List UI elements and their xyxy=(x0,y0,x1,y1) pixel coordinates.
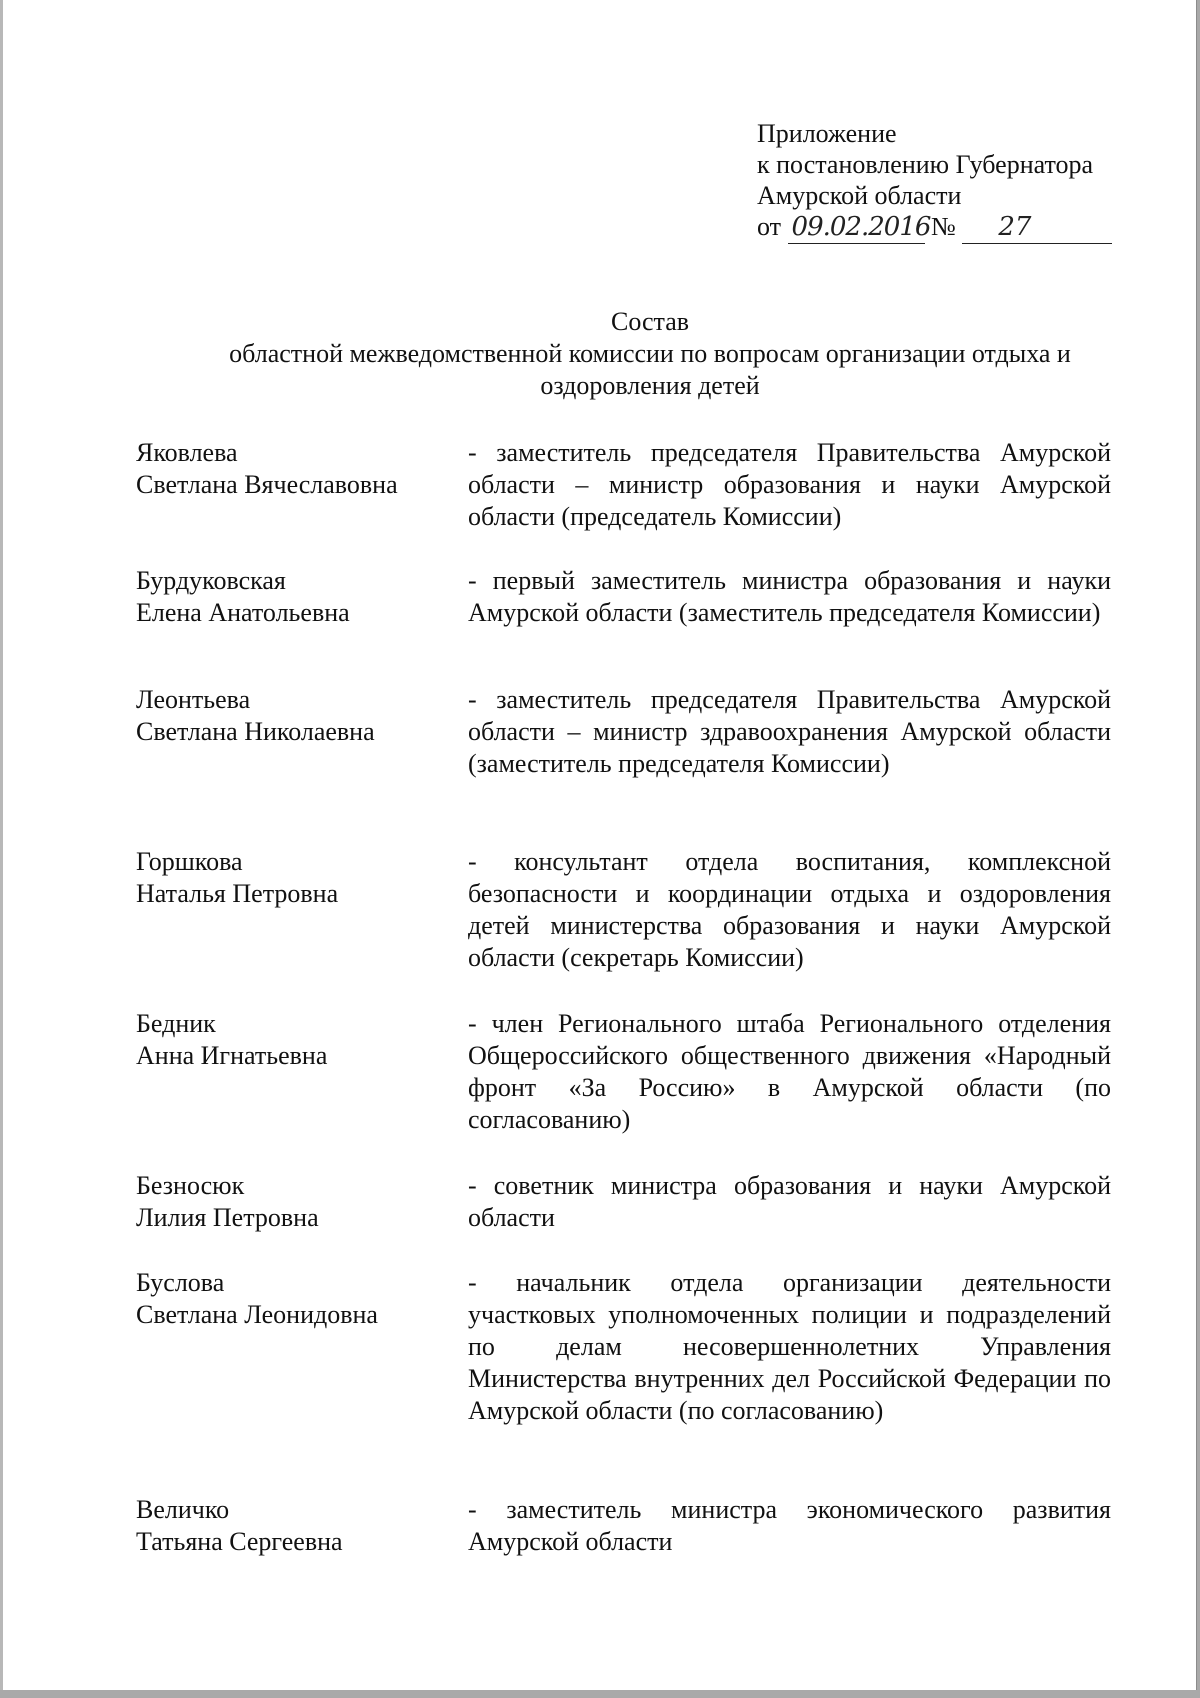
member-role: - начальник отдела организации деятельности участковых уполномоченных полиции и подразделений по делам несовершеннолетних Управления Министерства внутренних дел Российской Федерации по Амурской области (по согласованию) xyxy=(468,1268,1111,1425)
handwritten-date: 09.02.2016 xyxy=(788,212,925,244)
region-name: Амурской области xyxy=(757,181,962,210)
member-surname: Буслова xyxy=(136,1268,225,1297)
member-given-names: Светлана Вячеславовна xyxy=(136,470,398,499)
member-role: - заместитель председателя Правительства Амурской области – министр образования и науки Амурской области (председатель Комиссии) xyxy=(468,438,1111,531)
title-line-1: Состав xyxy=(610,307,690,336)
member-surname: Величко xyxy=(136,1495,230,1524)
handwritten-number: 27 xyxy=(962,212,1112,244)
member-given-names: Светлана Леонидовна xyxy=(136,1300,378,1329)
member-given-names: Анна Игнатьевна xyxy=(136,1041,328,1070)
member-name xyxy=(136,1008,456,1072)
member-surname: Безносюк xyxy=(136,1171,245,1200)
number-label: № xyxy=(931,212,956,241)
appendix-label: Приложение xyxy=(757,119,897,148)
member-surname: Яковлева xyxy=(136,438,238,467)
member-name xyxy=(136,437,456,501)
member-surname: Леонтьева xyxy=(136,685,251,714)
member-role: - консультант отдела воспитания, комплексной безопасности и координации отдыха и оздоровления детей министерства образования и науки Амурской области (секретарь Комиссии) xyxy=(468,847,1111,972)
member-surname: Бурдуковская xyxy=(136,566,286,595)
member-name xyxy=(136,1267,456,1331)
member-surname: Бедник xyxy=(136,1009,216,1038)
document-title xyxy=(180,306,1120,402)
decree-reference: к постановлению Губернатора xyxy=(757,150,1094,179)
member-name xyxy=(136,684,456,748)
member-name xyxy=(136,1494,456,1558)
member-given-names: Лилия Петровна xyxy=(136,1203,319,1232)
member-role: - член Регионального штаба Регионального отделения Общероссийского общественного движения «Народный фронт «За Россию» в Амурской области (по согласованию) xyxy=(468,1009,1111,1134)
member-name xyxy=(136,1170,456,1234)
member-role: - первый заместитель министра образования и науки Амурской области (заместитель председателя Комиссии) xyxy=(468,566,1111,627)
date-prefix: от xyxy=(757,212,782,241)
scan-edge xyxy=(0,0,3,1690)
member-role: - советник министра образования и науки Амурской области xyxy=(468,1171,1111,1232)
member-name xyxy=(136,846,456,910)
title-line-3: оздоровления детей xyxy=(540,371,760,400)
member-role: - заместитель министра экономического развития Амурской области xyxy=(468,1495,1111,1556)
member-role: - заместитель председателя Правительства Амурской области – министр здравоохранения Амурской области (заместитель председателя Комиссии) xyxy=(468,685,1111,778)
member-given-names: Светлана Николаевна xyxy=(136,717,375,746)
appendix-header xyxy=(757,118,1112,242)
date-number-line xyxy=(757,211,1112,242)
member-name xyxy=(136,565,456,629)
member-surname: Горшкова xyxy=(136,847,243,876)
member-given-names: Татьяна Сергеевна xyxy=(136,1527,343,1556)
member-given-names: Елена Анатольевна xyxy=(136,598,350,627)
title-line-2: областной межведомственной комиссии по вопросам организации отдыха и xyxy=(229,339,1071,368)
member-given-names: Наталья Петровна xyxy=(136,879,339,908)
